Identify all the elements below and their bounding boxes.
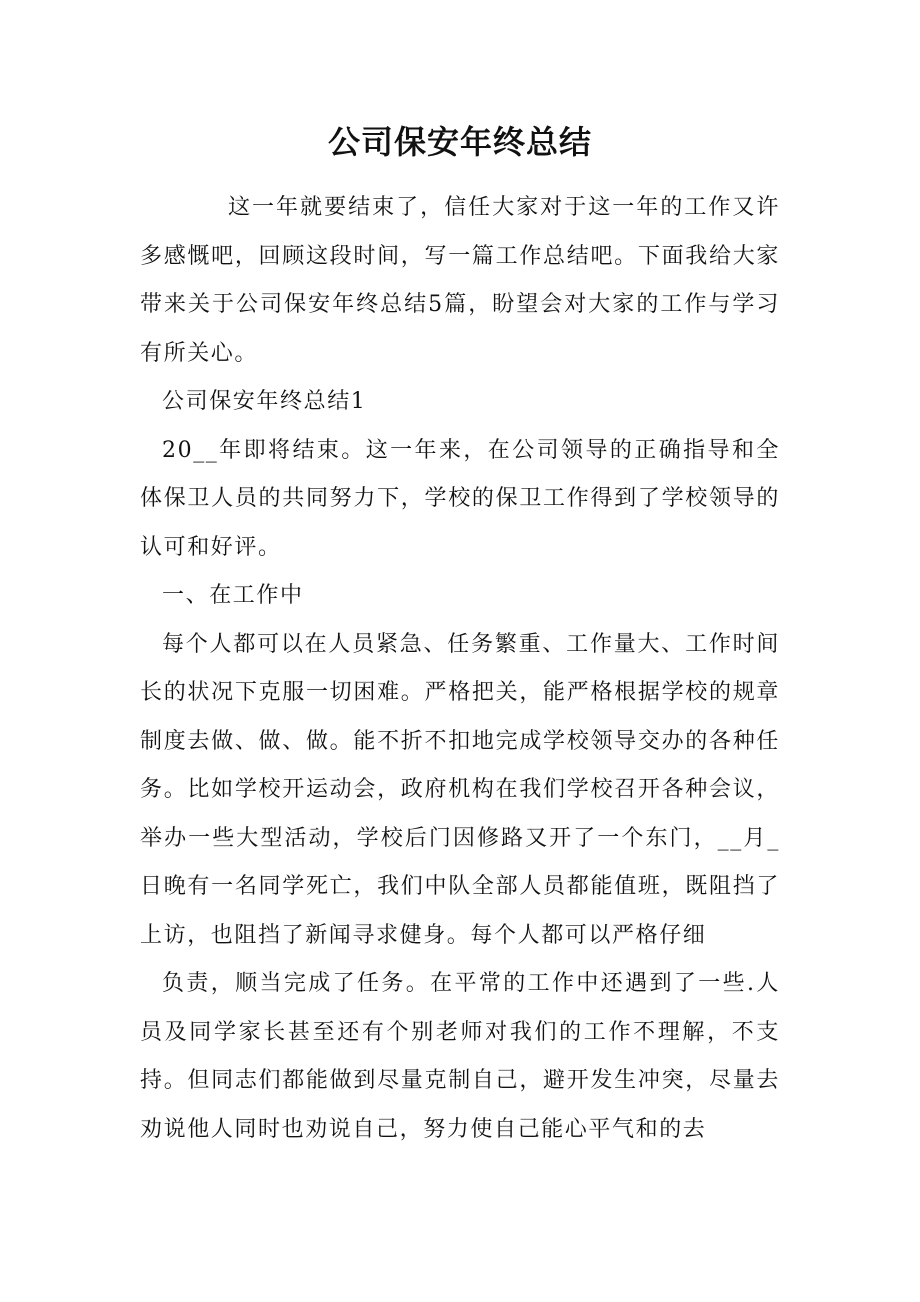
- document-title: 公司保安年终总结: [327, 123, 592, 161]
- section-heading-summary-1: 公司保安年终总结1: [162, 389, 367, 414]
- paragraph-year-summary: 20__年即将结束。这一年来，在公司领导的正确指导和全体保卫人员的共同努力下，学校的保卫工作得到了学校领导的认可和好评。: [140, 437, 780, 560]
- intro-paragraph: 这一年就要结束了，信任大家对于这一年的工作又许多感慨吧，回顾这段时间，写一篇工作总结吧。下面我给大家带来关于公司保安年终总结5篇，盼望会对大家的工作与学习有所关心。: [140, 195, 780, 366]
- paragraph-responsibility: 负责，顺当完成了任务。在平常的工作中还遇到了一些.人员及同学家长甚至还有个别老师对我们的工作不理解，不支持。但同志们都能做到尽量克制自己，避开发生冲突，尽量去劝说他人同时也劝说自己，努力使自己能心平气和的去: [140, 971, 780, 1142]
- document-body: [140, 184, 780, 1154]
- paragraph-work-details: 每个人都可以在人员紧急、任务繁重、工作量大、工作时间长的状况下克服一切困难。严格把关，能严格根据学校的规章制度去做、做、做。能不折不扣地完成学校领导交办的各种任务。比如学校开运动会，政府机构在我们学校召开各种会议，举办一些大型活动，学校后门因修路又开了一个东门，__月_日晚有一名同学死亡，我们中队全部人员都能值班，既阻挡了上访，也阻挡了新闻寻求健身。每个人都可以严格仔细: [140, 631, 780, 948]
- section-heading-at-work: 一、在工作中: [162, 583, 304, 608]
